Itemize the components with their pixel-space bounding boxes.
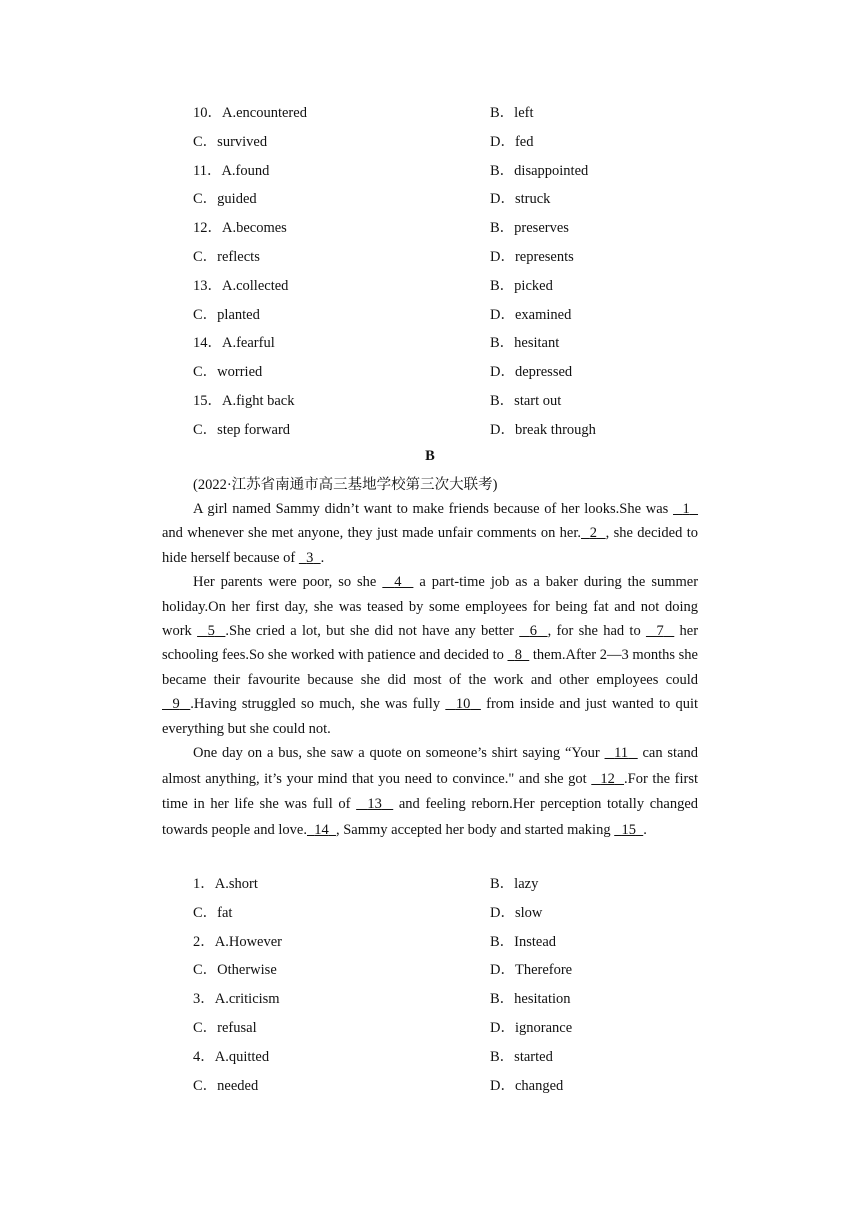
option-left: 14．A.fearful <box>193 335 275 352</box>
text: , she decided to hide herself because of <box>162 525 698 566</box>
paragraph-2 <box>162 570 698 741</box>
blank-3: 3 <box>306 549 314 566</box>
option-right: B．start out <box>490 392 562 409</box>
option-left: 11．A.found <box>193 162 270 179</box>
option-left: C．fat <box>193 904 233 921</box>
option-left: C．Otherwise <box>193 962 277 979</box>
option-left: 4．A.quitted <box>193 1048 270 1065</box>
option-left: 1．A.short <box>193 876 258 892</box>
text: , for she had to <box>547 623 646 640</box>
blank-4: 4 <box>394 574 402 591</box>
option-right: D．fed <box>490 133 534 150</box>
blank-5: 5 <box>207 623 215 640</box>
option-right: D．changed <box>490 1077 564 1094</box>
section-heading: B <box>425 448 435 464</box>
text: A girl named Sammy didn’t want to make friends because of her looks.She was <box>193 501 674 517</box>
option-row <box>193 1014 713 1043</box>
options-bottom <box>193 870 713 1100</box>
option-row <box>193 301 713 330</box>
option-left: C．step forward <box>193 421 291 438</box>
option-row <box>193 870 713 899</box>
option-right: D．slow <box>490 904 543 921</box>
option-row <box>193 358 713 387</box>
option-right: D．struck <box>490 191 551 208</box>
blank-14: 14 <box>314 821 329 838</box>
text: . <box>643 821 647 838</box>
option-row <box>193 1043 713 1072</box>
option-row <box>193 956 713 985</box>
option-row <box>193 928 713 957</box>
option-left: 12．A.becomes <box>193 220 287 237</box>
paragraph-1 <box>162 497 698 570</box>
text: and feeling reborn.Her perception totally changed towards people and love. <box>162 796 699 838</box>
option-row <box>193 387 713 416</box>
text: Her parents were poor, so she <box>193 574 383 591</box>
text: .She cried a lot, but she did not have any better <box>225 623 520 640</box>
text: can stand almost anything, it’s your mind that you need to convince." and she got <box>162 745 699 787</box>
blank-8: 8 <box>514 647 522 664</box>
option-row <box>193 985 713 1014</box>
blank-9: 9 <box>172 696 180 713</box>
option-left: 13．A.collected <box>193 277 289 294</box>
option-left: C．refusal <box>193 1019 257 1036</box>
option-right: B．left <box>490 105 534 121</box>
text: from inside and just wanted to quit everything but she could not. <box>162 696 699 737</box>
option-right: B．hesitation <box>490 991 571 1008</box>
option-row <box>193 1072 713 1101</box>
option-right: D．represents <box>490 248 574 265</box>
text: a part-time job as a baker during the summer holiday.On her first day, she was teased by some employees for being fat and not doing work <box>162 574 699 640</box>
paragraph-3 <box>162 741 698 843</box>
option-row <box>193 329 713 358</box>
blank-13: 13 <box>367 796 382 813</box>
text: One day on a bus, she saw a quote on someone’s shirt saying “Your <box>193 745 605 762</box>
text: . <box>320 549 325 566</box>
option-right: D．examined <box>490 306 572 323</box>
cloze-passage <box>162 497 698 843</box>
option-left: 3．A.criticism <box>193 991 280 1008</box>
text: and whenever she met anyone, they just made unfair comments on her. <box>162 525 582 542</box>
option-row <box>193 128 713 157</box>
option-left: C．survived <box>193 133 268 150</box>
option-left: 2．A.However <box>193 933 282 950</box>
source-note: (2022·江苏省南通市高三基地学校第三次大联考) <box>193 477 498 493</box>
option-right: B．lazy <box>490 876 539 892</box>
option-row <box>193 243 713 272</box>
blank-15: 15 <box>621 821 636 838</box>
options-top <box>193 99 713 445</box>
text: .Having struggled so much, she was fully <box>190 696 446 713</box>
option-right: B．disappointed <box>490 162 589 179</box>
blank-6: 6 <box>529 623 538 640</box>
option-left: C．guided <box>193 191 257 208</box>
text: , Sammy accepted her body and started making <box>335 821 615 838</box>
blank-11: 11 <box>614 745 629 762</box>
text: them.After 2—3 months she became their favourite because she did most of the work and other employees could <box>162 647 698 688</box>
blank-1: 1 <box>682 501 690 517</box>
option-row <box>193 214 713 243</box>
blank-7: 7 <box>656 623 664 640</box>
option-left: C．reflects <box>193 248 260 265</box>
option-row <box>193 899 713 928</box>
blank-10: 10 <box>455 696 471 713</box>
option-right: D．break through <box>490 421 596 438</box>
option-row <box>193 185 713 214</box>
blank-2: 2 <box>589 525 597 542</box>
blank-12: 12 <box>600 770 615 787</box>
option-right: B．started <box>490 1048 553 1065</box>
option-right: D．Therefore <box>490 962 573 979</box>
option-right: B．Instead <box>490 933 557 950</box>
option-right: B．preserves <box>490 220 569 237</box>
text: .For the first time in her life she was full of <box>162 770 698 813</box>
option-row <box>193 416 713 445</box>
option-left: C．planted <box>193 306 260 323</box>
option-left: C．worried <box>193 364 263 381</box>
option-row <box>193 157 713 186</box>
option-right: B．picked <box>490 277 553 294</box>
text: her schooling fees.So she worked with patience and decided to <box>162 623 699 664</box>
option-row <box>193 99 713 128</box>
option-left: 15．A.fight back <box>193 392 295 409</box>
option-left: C．needed <box>193 1077 259 1094</box>
option-row <box>193 272 713 301</box>
option-right: D．depressed <box>490 364 573 381</box>
option-right: D．ignorance <box>490 1019 573 1036</box>
option-left: 10．A.encountered <box>193 105 307 121</box>
option-right: B．hesitant <box>490 335 560 352</box>
